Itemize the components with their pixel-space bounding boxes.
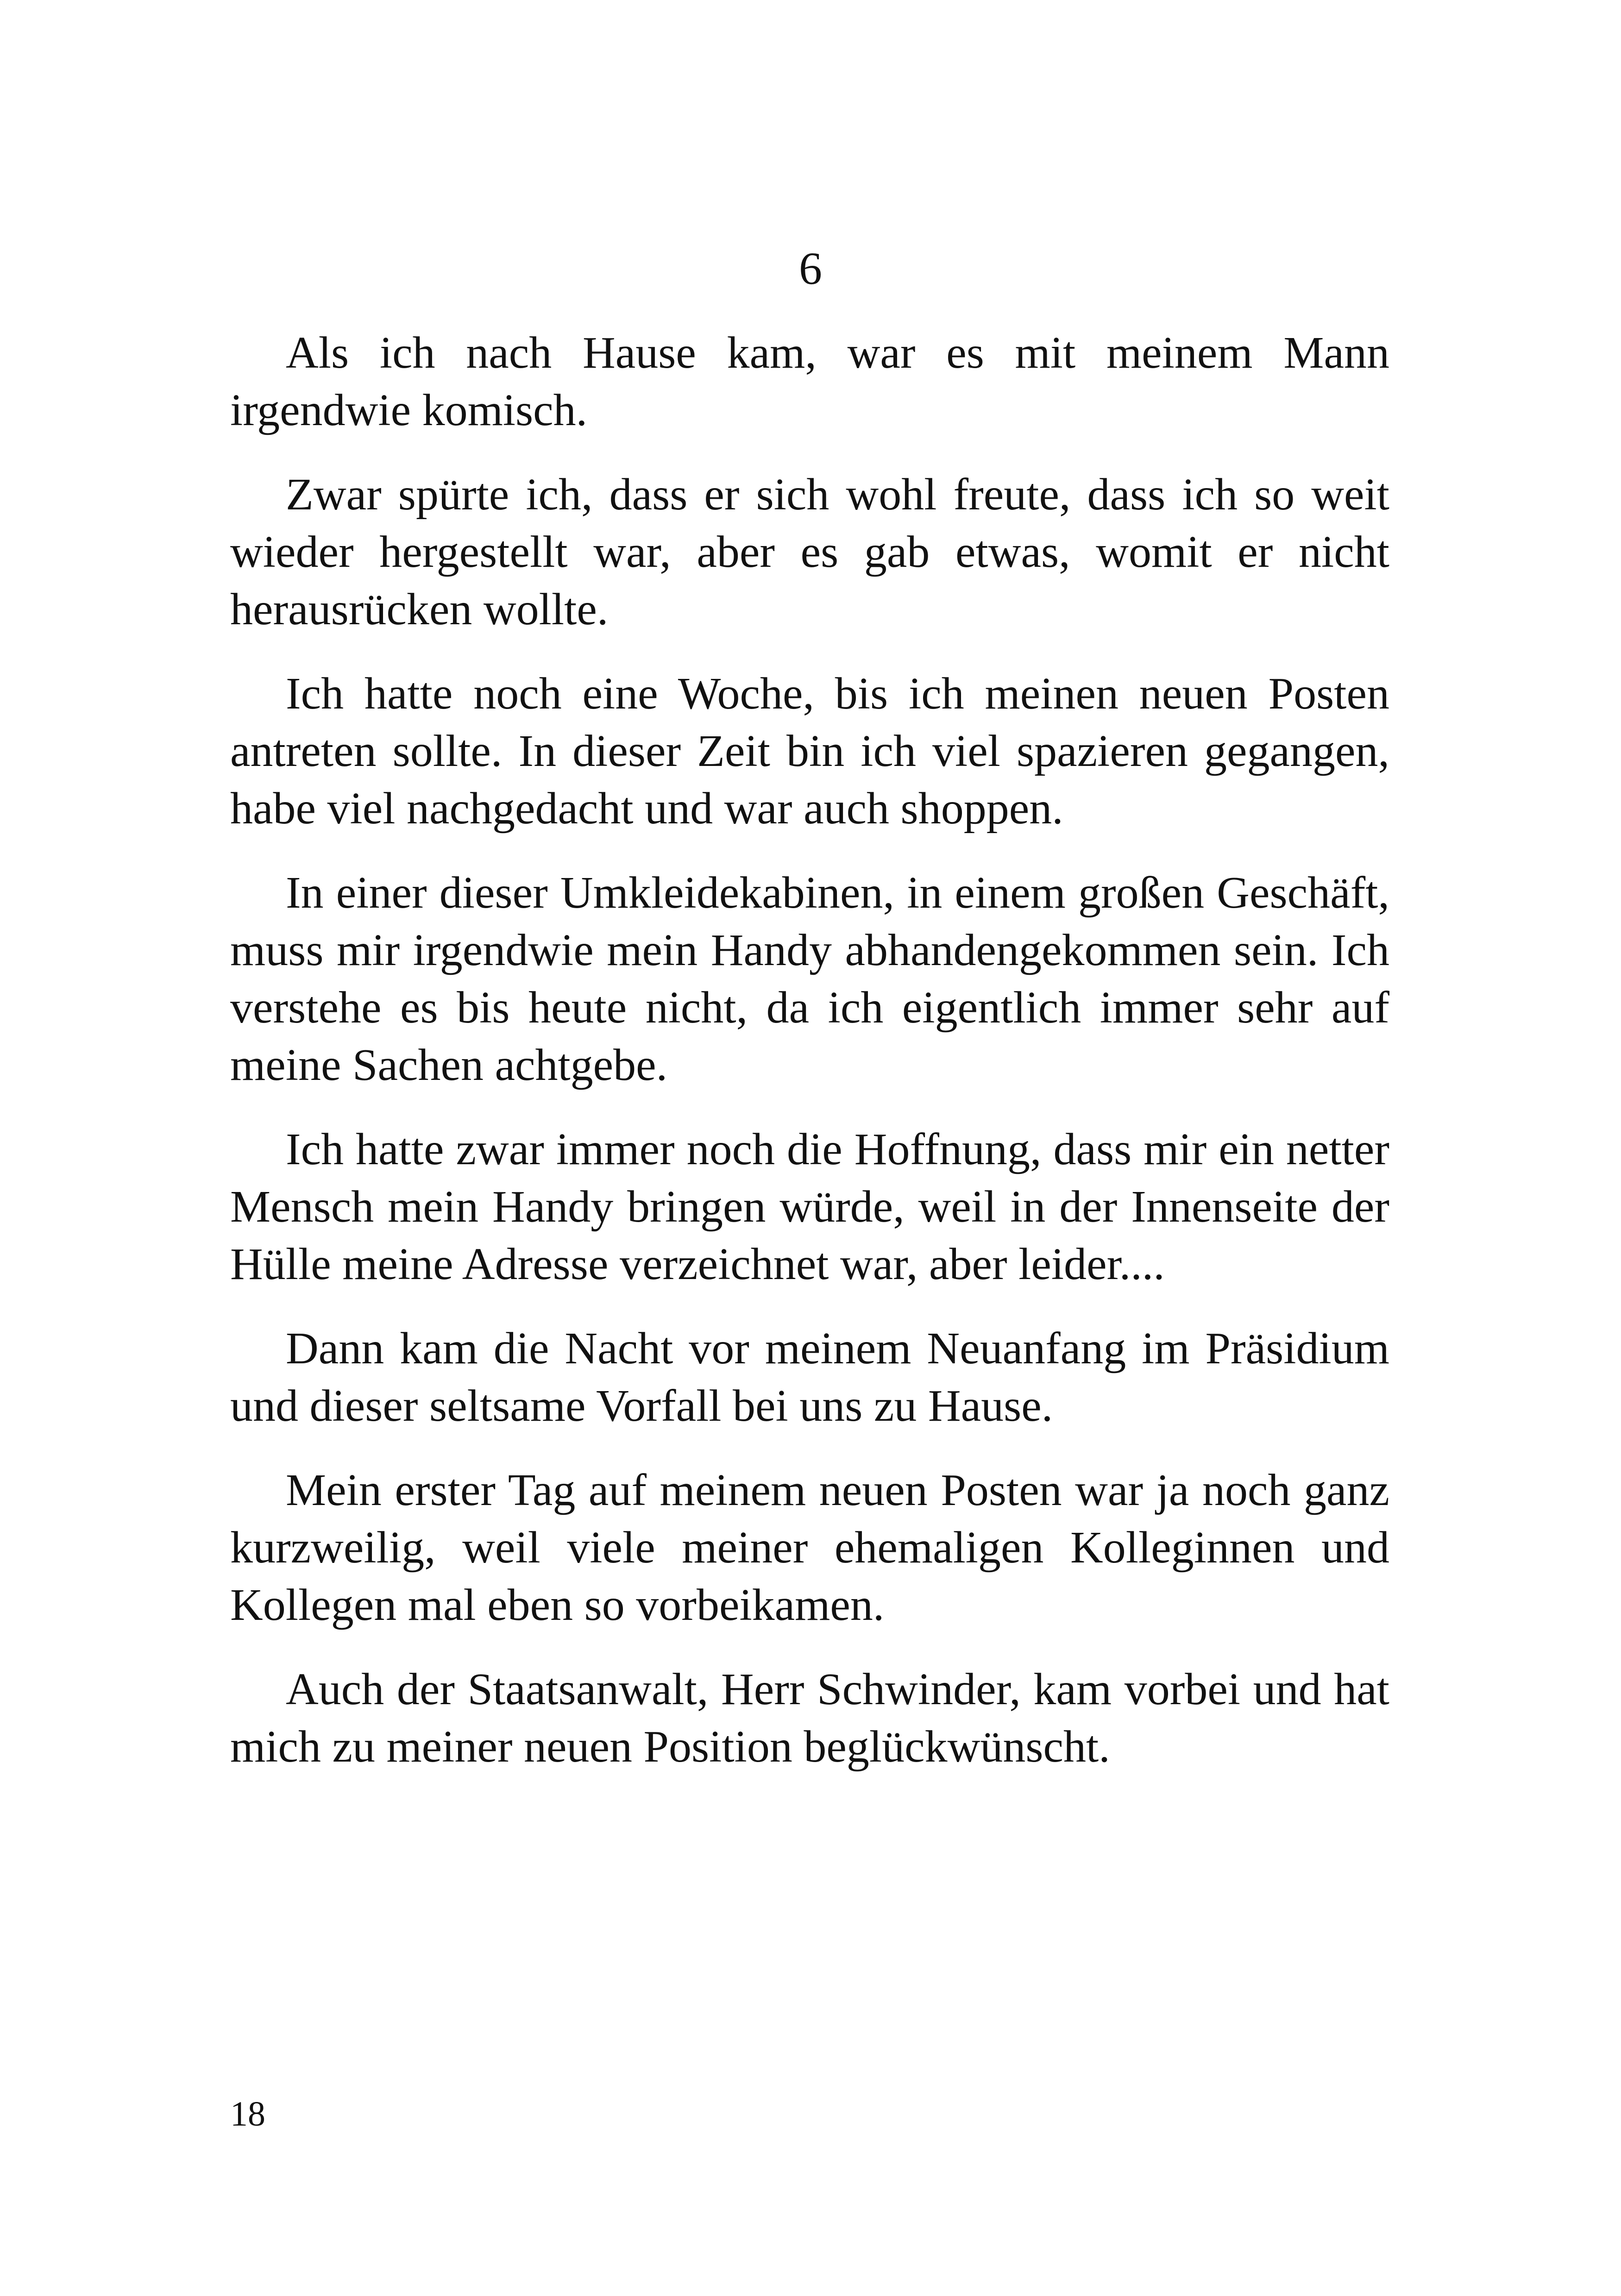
paragraph: Ich hatte zwar immer noch die Hoffnung, dass mir ein netter Mensch mein Handy bringen würde, weil in der Innenseite der Hülle meine Adresse verzeichnet war, aber leider.... bbox=[230, 1124, 1389, 1289]
paragraph: Auch der Staatsanwalt, Herr Schwinder, kam vorbei und hat mich zu meiner neuen Position beglückwünscht. bbox=[230, 1664, 1389, 1772]
chapter-body bbox=[230, 324, 1389, 1802]
paragraph: In einer dieser Umkleidekabinen, in einem großen Geschäft, muss mir irgendwie mein Handy abhandengekommen sein. Ich verstehe es bis heute nicht, da ich eigentlich immer sehr auf meine Sachen achtgebe. bbox=[230, 868, 1389, 1090]
paragraph: Mein erster Tag auf meinem neuen Posten war ja noch ganz kurzweilig, weil viele meiner ehemaligen Kolleginnen und Kollegen mal eben so vorbeikamen. bbox=[230, 1465, 1389, 1630]
chapter-number: 6 bbox=[799, 243, 822, 294]
paragraph: Dann kam die Nacht vor meinem Neuanfang im Präsidium und dieser seltsame Vorfall bei uns zu Hause. bbox=[230, 1324, 1389, 1431]
paragraph: Als ich nach Hause kam, war es mit meinem Mann irgendwie komisch. bbox=[230, 328, 1389, 435]
paragraph: Zwar spürte ich, dass er sich wohl freute, dass ich so weit wieder hergestellt war, aber es gab etwas, womit er nicht herausrücken wollte. bbox=[230, 470, 1389, 634]
page-number: 18 bbox=[230, 2095, 265, 2133]
paragraph: Ich hatte noch eine Woche, bis ich meinen neuen Posten antreten sollte. In dieser Zeit bin ich viel spazieren gegangen, habe viel nachgedacht und war auch shoppen. bbox=[230, 669, 1389, 834]
